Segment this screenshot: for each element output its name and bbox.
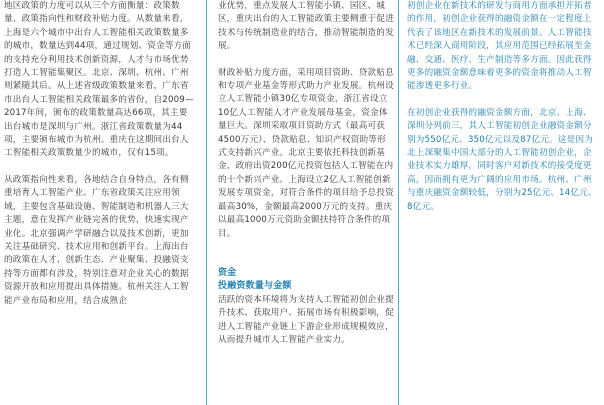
policy-strength-paragraph: 地区政策的力度可以从三个方面衡量：政策数量、政策指向性和财政补贴力度。从数量来看，上海是六个城市中出台人工智能相关政策数量多的城市，数量达到44项，通过规划、资金等方面的支持充分利用技术创新资源，人才与市场优势打造人工智能集聚区。北京、深圳、杭州、广州则紧随其后。从上述省级政策数量来看，广东省市出台人工智能相关政策最多的省份，自2009—2017年间，颁布的政策数量高达66项，其主要出台城市是深圳与广州。浙江省政策数量为44项，主要颁布城市为杭州。重庆在这期间出台人工智能相关政策数量少的城市，仅有15项。 [4, 1, 194, 159]
fiscal-subsidy-paragraph: 财政补贴力度方面，采用项目资助、贷款贴息和专项产业基金等形式助力产业发展。杭州设立人工智能小镇30亿专项资金，浙江省设立10亿人工智能人才产业发展母基金，资金体量巨大。深圳采取项目资助方式（最高可获4500万元）、贷款贴息、知识产权资助等形式支持新兴产业。北京主要依托科技创新基金，政府出资200亿元投资包括人工智能在内的十个新兴产业。上海设立2亿人工智能创新发展专项资金，对符合条件的项目给予总投资最高30%，金额最高2000万元的支持。重庆以最高1000万元资助金额扶持符合条件的项目。 [218, 67, 394, 239]
policy-orientation-paragraph: 从政策指向性来看，各地结合自身特点，各有侧重培育人工智能产业。广东省政策关注应用领域，主要包含基础设施、智能制造和机器人三大主题，意在发挥产业链完善的优势，快速实现产业化。北京强调产学研融合以及技术创新，更加关注基础研究、技术应用和创新平台。上海出台的政策在人才、创新生态、产业聚集、投融资支持等方面都有涉及，特别注意对企业关心的数据资源开放和应用提出具体措施。杭州关注人工智能产业布局和应用，结合成熟企 [4, 174, 189, 306]
column-middle [218, 0, 394, 347]
section-label: 资金 [218, 267, 237, 278]
capital-environment-paragraph: 活跃的资本环境将为支持人工智能初创企业提升技术、获取用户、拓展市场有积极影响，促进人工智能产业链上下游企业形成规模效应，从而提升城市人工智能产业实力。 [218, 294, 394, 345]
column-divider-right [398, 0, 399, 405]
section-title: 投融资数量与金额 [218, 281, 292, 292]
startup-financing-intro-paragraph: 初创企业在新技术的研发与商用方面承担开拓者的作用，初创企业获得的融资金额在一定程度上代表了该地区在新技术的发展前景。人工智能技术已经深入商用阶段，其应用范围已经拓展至金融、交通、医疗、生产制造等多方面。因此获得更多的融资金额意味着更多的资金将推动人工智能渗透更多行业。 [407, 1, 592, 92]
column-left [4, 0, 194, 308]
column-right [407, 0, 597, 214]
startup-financing-amount-paragraph: 在初创企业获得的融资金额方面，北京、上海、深圳分列前三，其人工智能初创企业融资金额分别为550亿元、350亿元以及87亿元。这是因为北上深聚集中国大部分的人工智能初创企业，企业技术实力雄厚，同时客户对新技术的接受度更高，因而拥有更为广阔的应用市场。杭州、广州与重庆融资金额较低，分别为25亿元、14亿元、8亿元。 [407, 107, 597, 212]
policy-continuation-paragraph: 业优势，重点发展人工智能小镇、园区、城区，重庆出台的人工智能政策主要侧重于促进技术与传统制造业的结合，推动智能制造的发展。 [218, 1, 394, 52]
column-divider-left [206, 0, 207, 405]
